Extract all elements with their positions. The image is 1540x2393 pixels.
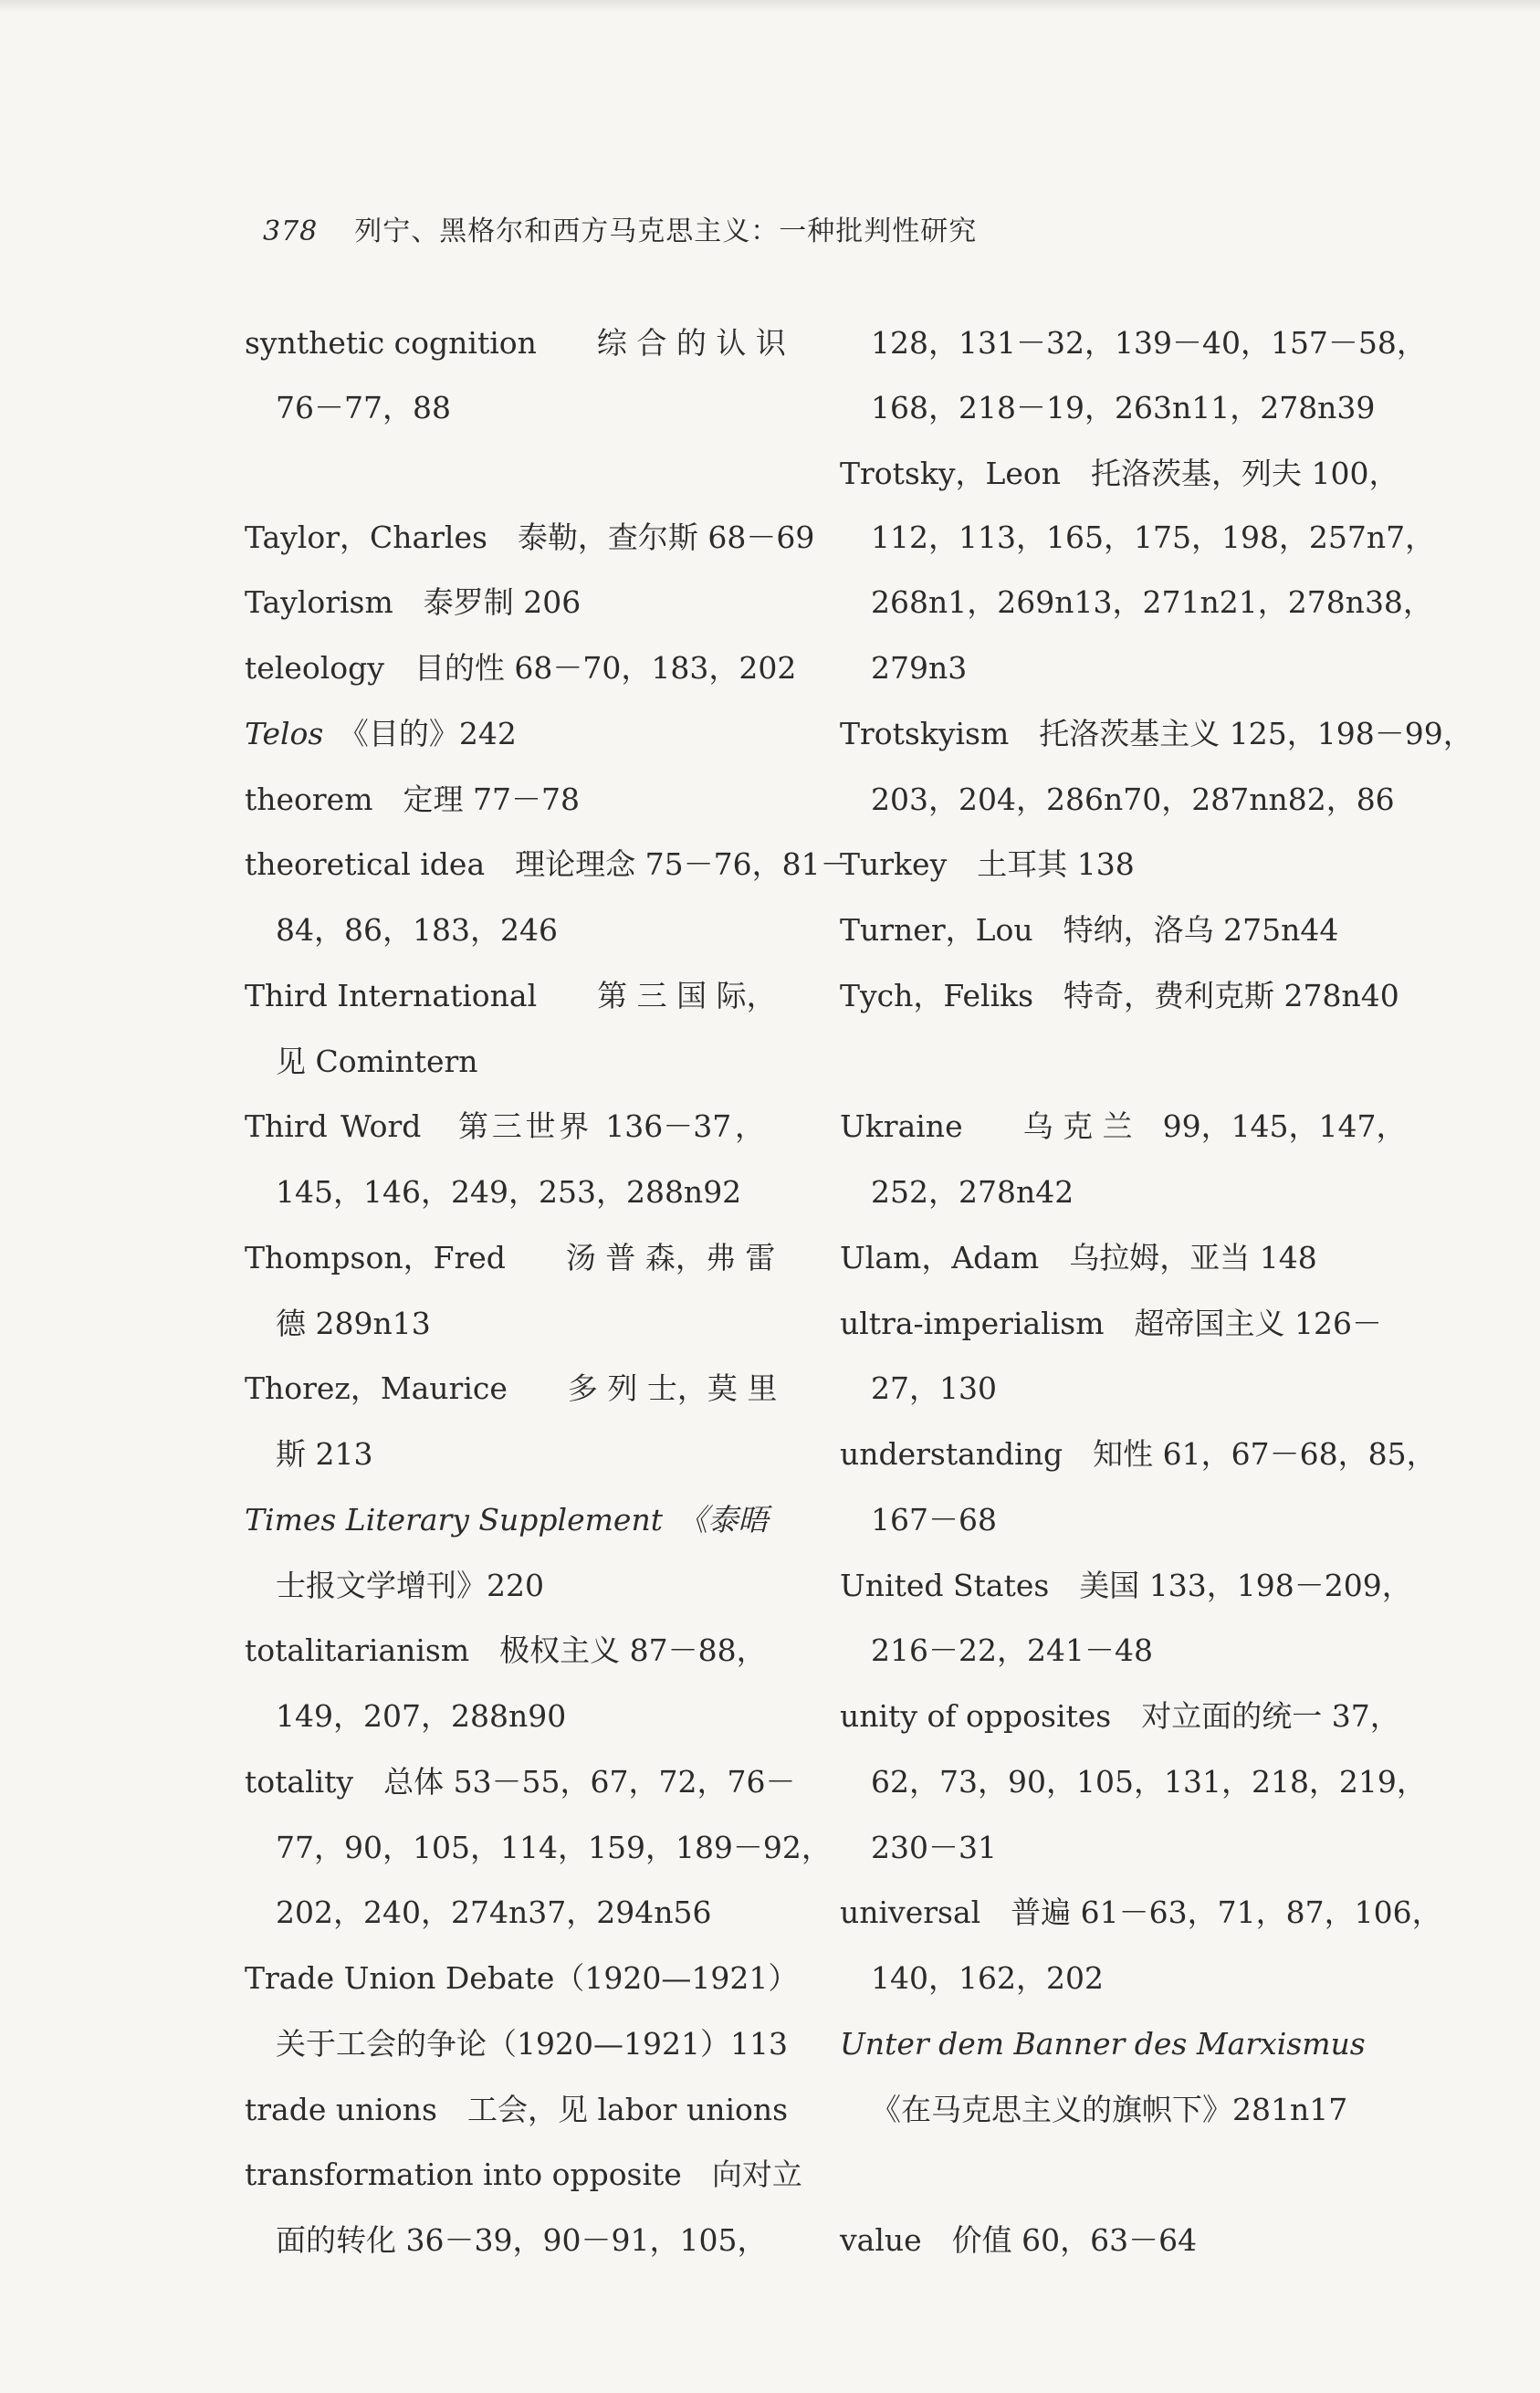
index-subline: 士报文学增刊》220: [276, 1568, 544, 1603]
index-subline: 252，278n42: [871, 1174, 1074, 1210]
index-entry: Taylor，Charles 泰勒，查尔斯 68－69: [245, 520, 815, 555]
index-subline: 62，73，90，105，131，218，219，: [871, 1764, 1427, 1800]
index-entry: totality 总体 53－55，67，72，76－: [245, 1764, 796, 1800]
index-entry: theoretical idea 理论理念 75－76，81－: [245, 846, 851, 882]
index-entry: Third International 第 三 国 际，: [245, 978, 777, 1013]
index-entry: Unter dem Banner des Marxismus: [840, 2026, 1366, 2062]
index-entry: Turner，Lou 特纳，洛乌 275n44: [840, 912, 1339, 948]
page-number: 378: [263, 215, 319, 247]
index-entry: Times Literary Supplement 《泰晤: [245, 1502, 769, 1538]
index-entry: Tych，Feliks 特奇，费利克斯 278n40: [840, 978, 1399, 1013]
index-entry: Trade Union Debate（1920—1921）: [245, 1960, 799, 1996]
index-entry: synthetic cognition 综 合 的 认 识: [245, 325, 786, 361]
running-header: [263, 208, 977, 248]
index-entry: universal 普遍 61－63，71，87，106，: [840, 1894, 1442, 1930]
index-entry: understanding 知性 61，67－68，85，: [840, 1436, 1437, 1472]
index-entry: Thompson，Fred 汤 普 森，弗 雷: [245, 1240, 776, 1275]
index-subline: 27，130: [871, 1370, 997, 1406]
index-subline: 斯 213: [276, 1436, 373, 1472]
index-subline: 84，86，183，246: [276, 912, 558, 948]
index-subline: 128，131－32，139－40，157－58，: [871, 325, 1427, 361]
index-subline: 216－22，241－48: [871, 1632, 1153, 1668]
index-entry: Ukraine 乌 克 兰 99，145，147，: [840, 1108, 1407, 1144]
index-entry: ultra-imperialism 超帝国主义 126－: [840, 1306, 1382, 1341]
index-subline: 268n1，269n13，271n21，278n38，: [871, 584, 1433, 620]
index-subline: 面的转化 36－39，90－91，105，: [276, 2222, 768, 2258]
index-entry: Third Word 第三世界 136－37，: [245, 1108, 765, 1144]
index-subline: 230－31: [871, 1830, 997, 1865]
index-entry: teleology 目的性 68－70，183，202: [245, 650, 797, 686]
index-entry: Thorez，Maurice 多 列 士，莫 里: [245, 1370, 778, 1406]
index-entry: theorem 定理 77－78: [245, 782, 580, 817]
book-title: 列宁、黑格尔和西方马克思主义：一种批判性研究: [354, 215, 978, 247]
index-subline: 德 289n13: [276, 1306, 431, 1341]
index-entry: Taylorism 泰罗制 206: [245, 584, 581, 620]
index-entry: Telos 《目的》242: [245, 716, 517, 751]
index-subline: 140，162，202: [871, 1960, 1104, 1996]
index-entry: trade unions 工会，见 labor unions: [245, 2092, 789, 2127]
index-entry: United States 美国 133，198－209，: [840, 1568, 1412, 1603]
index-entry: totalitarianism 极权主义 87－88，: [245, 1632, 767, 1668]
index-subline: 149，207，288n90: [276, 1698, 567, 1734]
page-top-edge: [0, 0, 1540, 13]
index-entry: unity of opposites 对立面的统一 37，: [840, 1698, 1400, 1734]
index-entry: Trotskyism 托洛茨基主义 125，198－99，: [840, 716, 1473, 751]
index-subline: 77，90，105，114，159，189－92，: [276, 1830, 832, 1865]
index-subline: 145，146，249，253，288n92: [276, 1174, 742, 1210]
index-subline: 168，218－19，263n11，278n39: [871, 390, 1376, 425]
index-subline: 《在马克思主义的旗帜下》281n17: [871, 2092, 1348, 2127]
index-entry: Ulam，Adam 乌拉姆，亚当 148: [840, 1240, 1317, 1275]
index-subline: 279n3: [871, 650, 968, 686]
index-subline: 112，113，165，175，198，257n7，: [871, 520, 1436, 555]
index-subline: 202，240，274n37，294n56: [276, 1894, 712, 1930]
index-subline: 203，204，286n70，287nn82，86: [871, 782, 1395, 817]
index-subline: 76－77，88: [276, 390, 451, 425]
index-entry: transformation into opposite 向对立: [245, 2157, 802, 2192]
index-entry: Turkey 土耳其 138: [840, 846, 1135, 882]
index-subline: 关于工会的争论（1920—1921）113: [276, 2026, 788, 2062]
index-entry: value 价值 60，63－64: [840, 2222, 1198, 2258]
index-entry: Trotsky，Leon 托洛茨基，列夫 100，: [840, 456, 1399, 491]
index-subline: 167－68: [871, 1502, 997, 1538]
index-subline: 见 Comintern: [276, 1044, 478, 1079]
